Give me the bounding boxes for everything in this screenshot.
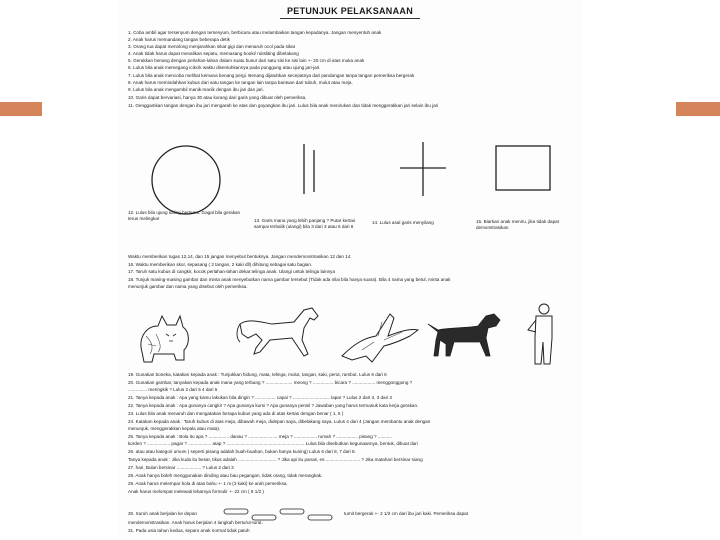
question-line: ............... meringkik ? Lulus 2 dari 5 4 dari 5 (128, 387, 218, 392)
person-drawing (522, 302, 562, 371)
instruction-line: 7. Lulus bila anak mencoba melihat kemana benang pergi. Benang dijatuhkan secepatnya dari pandangan tanpa tangan pemeriksa bergerak (128, 73, 415, 78)
middle-note: 18. Tunjuk masing-masing gambar dan minta anak menyebutkan nama gambar tersebut (Tidak ada nilai bila hanya suara). Bila 4 nama yang betul, minta anak (128, 277, 451, 282)
parallel-lines-figure (298, 140, 328, 200)
title-underline (280, 18, 420, 19)
middle-note: Waktu memberikan tugas 12,14, dan 15 jangan menyebut bentuknya. Jangan mendemonstrasikan 12 dan 14. (128, 254, 352, 259)
slide-accent-bar-right (676, 102, 720, 116)
circle-figure (148, 142, 224, 218)
square-figure (494, 144, 554, 194)
footer-line: mendemonstrasikan. Anak harus berjalan 4 langkah berturut-turut. (128, 520, 263, 525)
shape-caption: 14. Lulus asal garis menyilang (372, 220, 434, 225)
middle-note: menunjuk gambar dan nama yang disebut oleh pemeriksa. (128, 284, 248, 289)
question-line: Anak harus melompat melewati lebarnya formulir +- 22 cm ( 8 1/2 ) (128, 489, 264, 494)
question-line: 20. Gunakan gambar, tanyakan kepada anak mana yang terbang ? ..................... meong ? ................ bicara ? .................. menggonggong ? (128, 380, 413, 385)
question-line: 21. Tanya kepada anak : Apa yang kamu lakukan bila dingin ? ................ capai ? ............................. lapar ? Lulus 2 dari 3, 3 dari 3 (128, 395, 392, 400)
cross-figure (398, 140, 448, 200)
instruction-line: 3. Orang tua dapat menolong menjarahkan sikat gigi dan menaruh ocol pada sikat (128, 44, 296, 49)
instruction-line: 10. Garis dapat bervariasi, hanya 30 atau kurang dari garis yang dibuat oleh pemeriksa. (128, 95, 307, 100)
middle-note: 16. Waktu memberikan skor, sepasang ( 2 tangan, 2 kaki dll) dihitung sebagai satu bagian. (128, 262, 313, 267)
question-line: korden ? .................. pagar ? .................. atap ? ............................................................. Lulus bila disebutkan kegunaannya, bentuk, dibuat dari (128, 441, 418, 446)
question-line: 27. hari, Bulan bersinar ................... ? Lulus 2 dari 3 (128, 465, 234, 470)
bird-drawing (332, 306, 422, 371)
footer-line: tumit bergerak +- 2 1/2 cm dari ibu jari kaki. Pemeriksa dapat (344, 511, 468, 516)
question-line: 26. atau atau kategori umum ( seperti pisang adalah buah-buahan, bukan hanya kuning) Lulus 6 dari 8, 7 dari 8. (128, 449, 356, 454)
question-line: 24. Katakan kepada anak : Taruh kubus di atas meja, dibawah meja, didepan saya, dibelakang saya. Lulus 4 dari 4 (Jangan membantu anak dengan (128, 419, 431, 424)
middle-note: 17. Taruh satu kubus di cangkir, kocok perlahan-lahan dekat telinga anak. Ulangi untuk telinga lainnya (128, 269, 336, 274)
instruction-line: 4. Anak tidak harus dapat menalikan sepatu, memasang bonki/ ruitsliting dibelakang (128, 51, 299, 56)
instruction-line: 6. Lulus bila anak memegang icikcik waktu disentuhkannya pada punggung atau ujung jari-jari. (128, 65, 321, 70)
question-line: 28. Anak hanya boleh menggunakan dinding atau bau pegangan, tidak orang, tidak merangkak. (128, 473, 323, 478)
cat-drawing (132, 308, 204, 371)
instruction-line: 11. Genggamkan tangan dengan ibu jari mengarah ke atas dan goyangkan ibu jari. Lulus bila anak menirukan dan tidak menggerakkan jari selain ibu jari (128, 103, 439, 108)
footer-line: 30. Suruh anak berjalan ke depan (128, 511, 197, 516)
question-line: Tanya kepada anak : Jika kuda itu besar, tikus adalah .............................. ? Jika api itu panas, es ........................... ? Jika matahari bersinar siang (128, 457, 423, 462)
dog-drawing (424, 310, 506, 367)
instruction-line: 2. Anak harus memandang tangan beberapa detik (128, 37, 230, 42)
slide-accent-bar-left (0, 102, 42, 116)
scanned-document (118, 0, 582, 540)
instruction-line: 1. Coba ambil agar tersenyum dengan tersenyum, berbicara atau melambaikan tangan kepadanya. Jangan menyentuh anak (128, 30, 382, 35)
question-line: 29. Anak harus melempar bola di atas bahu +- 1 m (3 kaki) ke arah pemeriksa. (128, 481, 288, 486)
instruction-line: 9. Lulus bila anak mengambil manik-manik dengan ibu jari dan jari. (128, 87, 264, 92)
horse-drawing (234, 304, 324, 371)
shape-caption: 13. Garis mana yang lebih panjang ? Putar kertas sampai terbalik (ulangi) bila 3 dari 3 atau 6 dari 6 (254, 218, 356, 229)
question-line: menunjuk, menggerakkan kepala atau mata). (128, 426, 221, 431)
question-line: 19. Gunakan boneka, katakan kepada anak : Tunjukkan hidung, mata, telinga, mulut, tangan, kaki, perut, rambut. Lulus 6 dari 8 (128, 372, 387, 377)
document-title: PETUNJUK PELAKSANAAN (286, 6, 413, 16)
question-line: 25. Tanya kepada anak : Bola itu apa ? ................ danau ? ....................... meja ? .................. rumah ? ................. pisang ? ........... (128, 434, 392, 439)
question-line: 23. Lulus bila anak menaruh dan mengatakan berapa kubus yang ada di atas kertas dengan benar ( 1, 5 ) (128, 411, 344, 416)
instruction-line: 5. Gerakkan benang dengan perlahan-lahan dalam suatu busur dari satu sisi ke sisi lain +- 20 cm di atas muka anak (128, 58, 365, 63)
shape-caption: 15. Biarkan anak meniru, jika tidak dapat demonstrasikan (476, 219, 559, 230)
question-line: 22. Tanya kepada anak : Apa gunanya cangkir ? Apa gunanya kursi ? Apa gunanya pensil ? Jawaban yang harus termasuk kata kerja gerakan. (128, 403, 419, 408)
instruction-line: 8. Anak harus memindahkan kubus dari satu tangan ke tangan lain tanpa bantuan dari tubuh, mulut atau meja. (128, 80, 353, 85)
shape-caption: 12. Lulus bila ujung saling bertemu. Gagal bila gerakan terus melingkar (128, 210, 241, 221)
footer-line: 31. Pada usia tahun kedua, separo anak normal tidak patuh (128, 528, 250, 533)
